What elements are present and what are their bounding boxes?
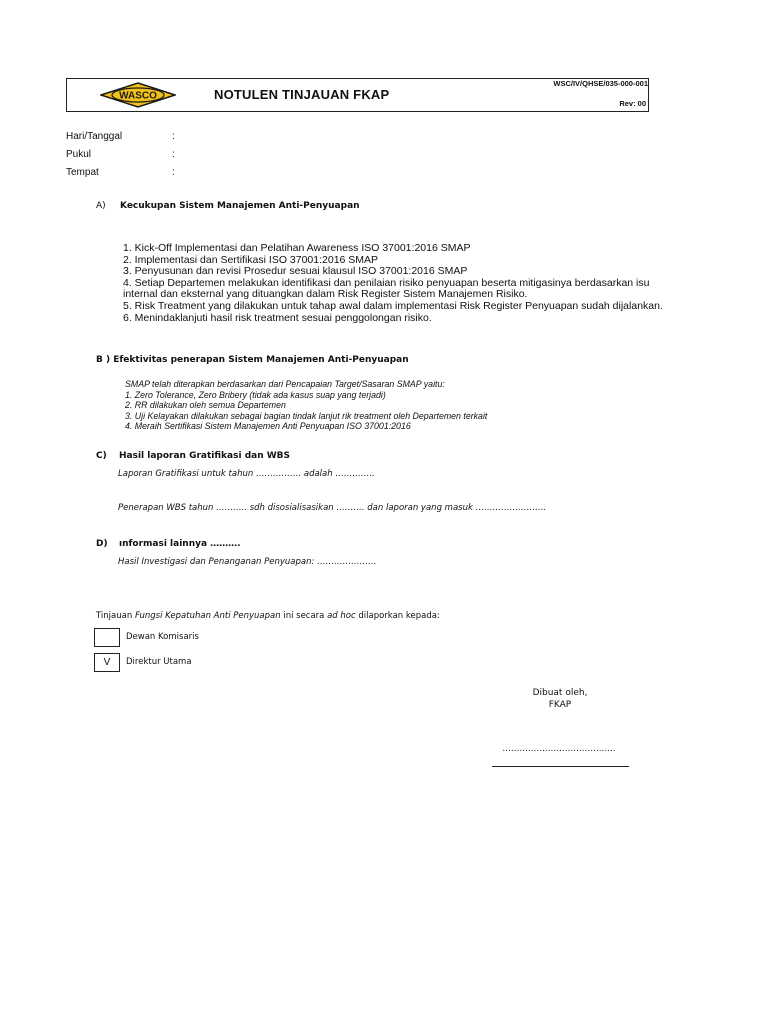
list-item: 1. Kick-Off Implementasi dan Pelatihan Awareness ISO 37001:2016 SMAP [123,242,471,254]
list-item: 4. Setiap Departemen melakukan identifikasi dan penilaian risiko penyuapan beserta mitigasinya berdasarkan isu internal dan eksternal yang dituangkan dalam Risk Register Sistem Manajemen Risiko. [123,276,650,301]
section-b-content [125,379,645,432]
section-c-letter: C) [96,451,107,461]
wbs-report-line: Penerapan WBS tahun ……….. sdh disosialisasikan ………. dan laporan yang masuk ……………………. [118,503,547,513]
field-colon: : [172,167,175,178]
list-item: 2. Implementasi dan Sertifikasi ISO 37001:2016 SMAP [123,253,379,266]
list-item: 6. Menindaklanjuti hasil risk treatment sesuai penggolongan risiko. [123,311,432,324]
field-colon: : [172,131,175,142]
signature-made-by: Dibuat oleh, [532,688,588,698]
wasco-logo [100,82,176,108]
list-item: 4. Meraih Sertifikasi Sistem Manajemen Anti Penyuapan ISO 37001:2016 [125,421,411,432]
signature-org: FKAP [548,700,572,710]
gratification-report-line: Laporan Gratifikasi untuk tahun ……………. adalah ………….. [118,469,375,479]
document-revision: Rev: 00 [619,99,646,108]
section-c-title: Hasil laporan Gratifikasi dan WBS [119,451,291,461]
list-item: 3. Uji Kelayakan dilakukan sebagai bagian tindak lanjut rik treatment oleh Departemen terkait [125,410,488,421]
list-item: 2. RR dilakukan oleh semua Departemen [125,400,286,411]
section-b-title: B ) Efektivitas penerapan Sistem Manajemen Anti-Penyuapan [96,355,409,365]
section-d-title: ınformasi lainnya ………. [119,539,241,549]
section-a-list [123,243,663,324]
section-b-intro: SMAP telah diterapkan berdasarkan dari Pencapaian Target/Sasaran SMAP yaitu: [125,379,445,389]
list-item: 1. Zero Tolerance, Zero Bribery (tidak ada kasus suap yang terjadi) [125,389,386,400]
logo-text: WASCO [119,90,157,102]
section-a-title: Kecukupan Sistem Manajemen Anti-Penyuapan [120,201,360,211]
checkbox-president-director[interactable]: V [94,653,120,672]
report-middle: ini secara [280,611,328,621]
investigation-line: Hasil Investigasi dan Penanganan Penyuapan: ………………… [118,557,377,567]
field-colon: : [172,149,175,160]
signature-dots: …………………………………. [502,744,616,754]
section-a-letter: A) [96,201,106,211]
document-code: WSC/IV/QHSE/035-000-001 [553,79,648,88]
list-item: 5. Risk Treatment yang dilakukan untuk tahap awal dalam implementasi Risk Register Penyuapan sudah dijalankan. [123,299,663,312]
report-function: Fungsi Kepatuhan Anti Penyuapan [134,611,281,621]
report-prefix: Tinjauan [96,611,135,621]
document-title: NOTULEN TINJAUAN FKAP [214,87,390,102]
checkbox-label-board-of-commissioners: Dewan Komisaris [126,632,199,642]
report-statement [96,611,440,621]
checkbox-label-president-director: Direktur Utama [126,657,192,667]
field-label-date: Hari/Tanggal [66,131,123,142]
list-item: 3. Penyusunan dan revisi Prosedur sesuai klausul ISO 37001:2016 SMAP [123,265,468,278]
signature-line [492,766,629,767]
report-adhoc: ad hoc [327,611,356,621]
checkbox-board-of-commissioners[interactable] [94,628,120,647]
report-suffix: dilaporkan kepada: [355,611,440,621]
field-label-place: Tempat [66,167,99,178]
section-d-letter: D) [96,539,108,549]
field-label-time: Pukul [66,149,92,160]
